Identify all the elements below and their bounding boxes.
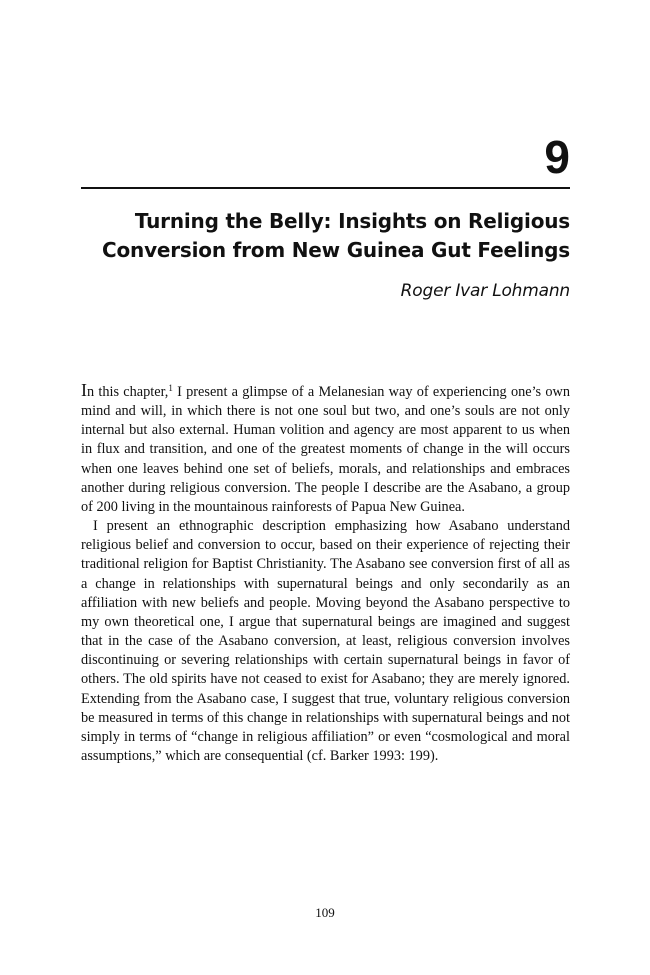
chapter-number: 9 bbox=[544, 131, 570, 183]
author-name: Roger Ivar Lohmann bbox=[400, 281, 570, 301]
initial-letter: I bbox=[81, 380, 87, 400]
chapter-title-line-1: Turning the Belly: Insights on Religious bbox=[134, 209, 570, 233]
footnote-marker[interactable]: 1 bbox=[168, 383, 173, 393]
paragraph-1-lead: n this chapter, bbox=[87, 384, 169, 400]
paragraph-1 bbox=[81, 380, 570, 517]
page-number: 109 bbox=[315, 905, 335, 920]
chapter-title-line-2: Conversion from New Guinea Gut Feelings bbox=[102, 238, 570, 262]
title-rule bbox=[81, 187, 570, 189]
chapter-title bbox=[90, 207, 570, 265]
paragraph-2: I present an ethnographic description emphasizing how Asabano understand religious belief and conversion to occur, based on their experience of rejecting their traditional religion for Baptist Christianity. The Asabano see conversion first of all as a change in relationships with supernatural beings and only secondarily as an affiliation with new beliefs and people. Moving beyond the Asabano perspective to my own theoretical one, I argue that supernatural beings are imagined and suggest that in the case of the Asabano conversion, at least, religious conversion involves discontinuing or severing relationships with certain supernatural beings in favor of others. The old spirits have not ceased to exist for Asabano; they are merely ignored. Extending from the Asabano case, I suggest that true, voluntary religious conversion be measured in terms of this change in relationships with supernatural beings and not simply in terms of “change in religious affiliation” or even “cosmological and moral assumptions,” which are consequential (cf. Barker 1993: 199). bbox=[81, 518, 570, 764]
chapter-body bbox=[81, 380, 570, 766]
paragraph-1-text: I present a glimpse of a Melanesian way of experiencing one’s own mind and will, in which there is not one soul but two, and one’s souls are not only internal but also external. Human volition and agency are most apparent to us when in flux and transition, and one of the greatest moments of change in the will occurs when one leaves behind one set of beliefs, morals, and relationships and embraces another during religious conversion. The people I describe are the Asabano, a group of 200 living in the mountainous rainforests of Papua New Guinea. bbox=[81, 384, 570, 515]
